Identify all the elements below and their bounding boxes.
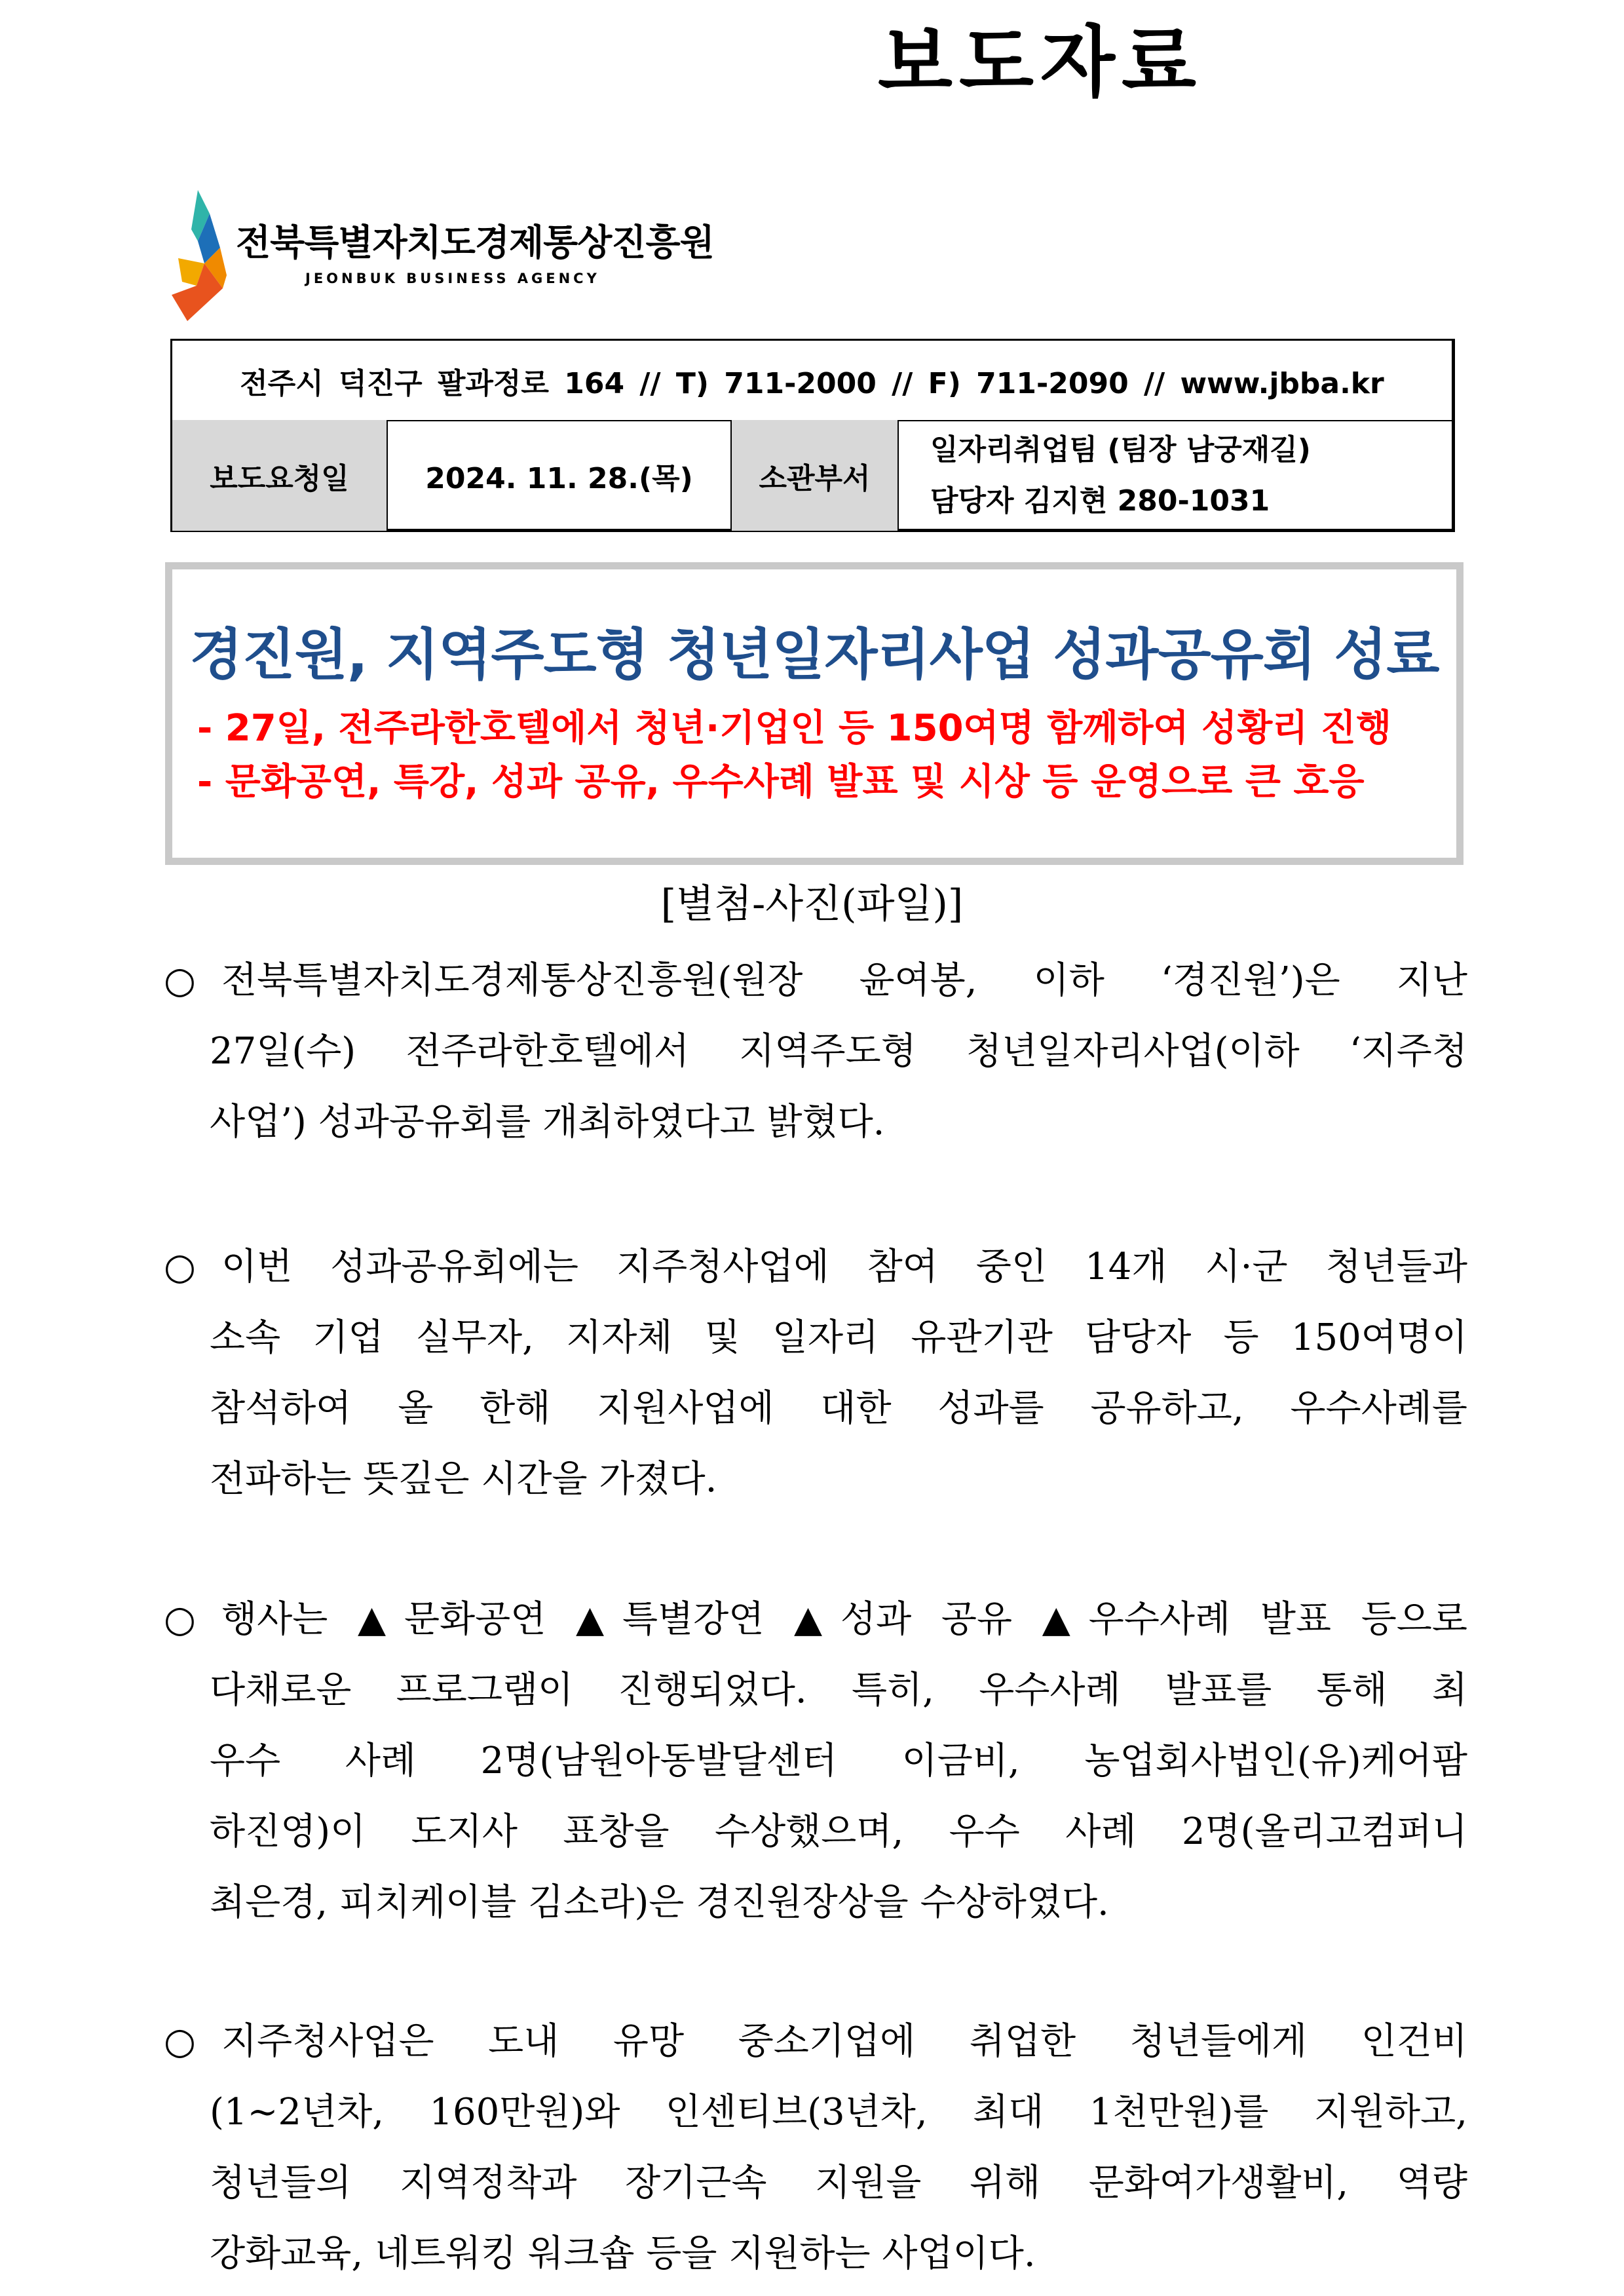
- department-value: [899, 420, 1452, 531]
- paragraph-line: 사업’) 성과공유회를 개최하였다고 밝혔다.: [210, 1101, 885, 1143]
- paragraph-line: 27일(수) 전주라한호텔에서 지역주도형 청년일자리사업(이하 ‘지주청: [210, 1030, 1467, 1073]
- paragraph-line: 전북특별자치도경제통상진흥원(원장 윤여봉, 이하 ‘경진원’)은 지난: [221, 959, 1467, 1002]
- release-date-value: 2024. 11. 28.(목): [388, 420, 732, 531]
- subheadline-2: - 문화공연, 특강, 성과 공유, 우수사례 발표 및 시상 등 운영으로 큰 호응: [197, 761, 1365, 803]
- press-info-table: [170, 339, 1455, 532]
- department-contact: 담당자 김지현 280-1031: [930, 484, 1270, 518]
- document-title: 보도자료: [878, 17, 1203, 107]
- paragraph-line: 참석하여 올 한해 지원사업에 대한 성과를 공유하고, 우수사례를: [210, 1387, 1467, 1430]
- paragraph-line: 청년들의 지역정착과 장기근속 지원을 위해 문화여가생활비, 역량: [210, 2162, 1467, 2204]
- headline-box: [165, 562, 1463, 865]
- bullet-circle-icon: ○: [164, 959, 196, 1002]
- paragraph-line: 다채로운 프로그램이 진행되었다. 특히, 우수사례 발표를 통해 최: [210, 1669, 1467, 1712]
- attachment-note: [별첨-사진(파일)]: [660, 881, 964, 927]
- paragraph-line: 우수 사례 2명(남원아동발달센터 이금비, 농업회사법인(유)케어팜: [210, 1740, 1467, 1782]
- paragraph-line: 하진영)이 도지사 표창을 수상했으며, 우수 사례 2명(올리고컴퍼니: [210, 1810, 1467, 1853]
- agency-logo-mark-icon: [172, 190, 237, 321]
- agency-name: 전북특별자치도경제통상진흥원: [236, 221, 714, 263]
- department-team: 일자리취업팀 (팀장 남궁재길): [930, 432, 1311, 467]
- paragraph-line: 전파하는 뜻깊은 시간을 가졌다.: [210, 1458, 717, 1501]
- headline-title: 경진원, 지역주도형 청년일자리사업 성과공유회 성료: [189, 622, 1439, 687]
- subheadline-1: - 27일, 전주라한호텔에서 청년·기업인 등 150여명 함께하여 성황리 진행: [197, 707, 1392, 750]
- paragraph-line: 이번 성과공유회에는 지주청사업에 참여 중인 14개 시·군 청년들과: [221, 1246, 1467, 1288]
- paragraph-line: 지주청사업은 도내 유망 중소기업에 취업한 청년들에게 인건비: [221, 2020, 1467, 2063]
- paragraph-line: 소속 기업 실무자, 지자체 및 일자리 유관기관 담당자 등 150여명이: [210, 1316, 1467, 1359]
- agency-name-english: JEONBUK BUSINESS AGENCY: [305, 271, 600, 286]
- paragraph-line: 강화교육, 네트워킹 워크숍 등을 지원하는 사업이다.: [210, 2232, 1036, 2275]
- paragraph-line: (1~2년차, 160만원)와 인센티브(3년차, 최대 1천만원)를 지원하고,: [210, 2091, 1467, 2133]
- department-label: 소관부서: [732, 420, 899, 531]
- bullet-circle-icon: ○: [164, 2020, 196, 2063]
- paragraph-line: 최은경, 피치케이블 김소라)은 경진원장상을 수상하였다.: [210, 1881, 1109, 1924]
- contact-line: 전주시 덕진구 팔과정로 164 // T) 711-2000 // F) 711-2090 // www.jbba.kr: [172, 341, 1452, 421]
- bullet-circle-icon: ○: [164, 1598, 196, 1641]
- release-date-label: 보도요청일: [172, 420, 388, 531]
- paragraph-line: 행사는 ▲문화공연 ▲특별강연 ▲성과 공유 ▲우수사례 발표 등으로: [221, 1598, 1467, 1641]
- bullet-circle-icon: ○: [164, 1246, 196, 1288]
